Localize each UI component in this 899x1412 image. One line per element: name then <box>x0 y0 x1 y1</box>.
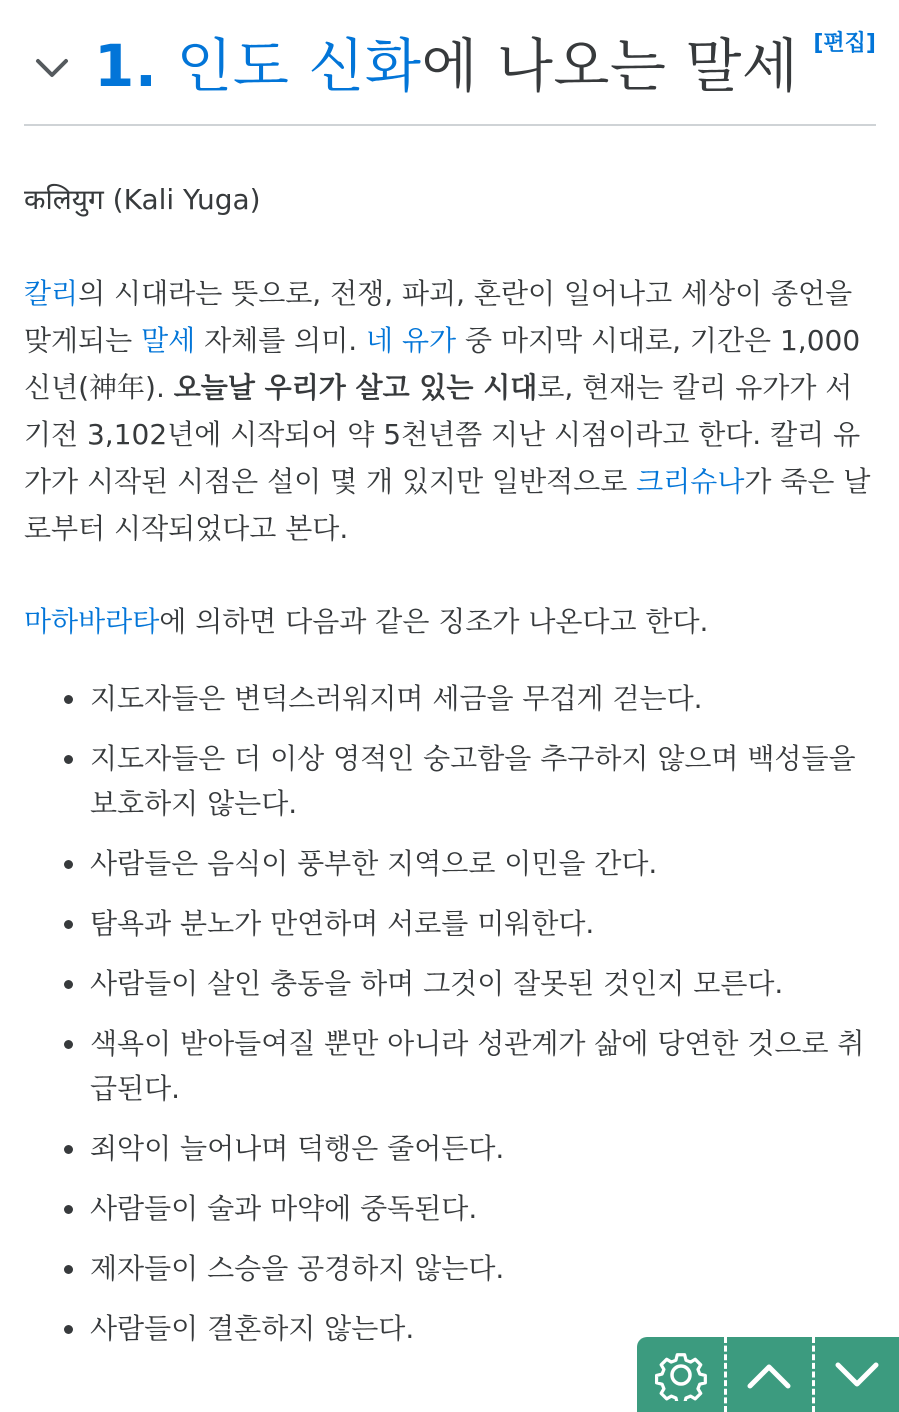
text-span: 에 의하면 다음과 같은 징조가 나온다고 한다. <box>159 605 709 638</box>
section-number: 1. <box>94 32 158 100</box>
mahabharata-link[interactable]: 마하바라타 <box>24 605 160 638</box>
floating-toolbar <box>637 1337 899 1412</box>
list-item: 사람들이 살인 충동을 하며 그것이 잘못된 것인지 모른다. <box>60 961 880 1006</box>
section-title-rest: 에 나오는 말세 <box>421 32 799 100</box>
settings-button[interactable] <box>637 1337 724 1412</box>
scroll-up-button[interactable] <box>724 1337 811 1412</box>
list-item: 사람들은 음식이 풍부한 지역으로 이민을 간다. <box>60 841 880 886</box>
list-item: 지도자들은 더 이상 영적인 숭고함을 추구하지 않으며 백성들을 보호하지 않는다. <box>60 736 880 826</box>
text-span: 중 마지막 시대로, 기간은 1,000신년(神年). <box>24 324 861 404</box>
malse-link[interactable]: 말세 <box>141 324 196 357</box>
edit-link[interactable]: [편집] <box>813 31 876 56</box>
chevron-down-icon[interactable] <box>32 48 72 88</box>
list-item: 제자들이 스승을 공경하지 않는다. <box>60 1246 880 1291</box>
scroll-down-button[interactable] <box>812 1337 899 1412</box>
krishna-link[interactable]: 크리슈나 <box>636 465 745 498</box>
list-item: 지도자들은 변덕스러워지며 세금을 무겁게 걷는다. <box>60 676 880 721</box>
omens-list <box>60 676 880 1366</box>
chevron-down-icon <box>834 1360 880 1390</box>
section-title <box>94 26 798 106</box>
list-item: 죄악이 늘어나며 덕행은 줄어든다. <box>60 1126 880 1171</box>
four-yugas-link[interactable]: 네 유가 <box>366 324 457 357</box>
mahabharata-intro <box>24 598 874 645</box>
section-heading <box>24 18 876 126</box>
list-item: 사람들이 술과 마약에 중독된다. <box>60 1186 880 1231</box>
list-item: 색욕이 받아들여질 뿐만 아니라 성관계가 삶에 당연한 것으로 취급된다. <box>60 1021 880 1111</box>
text-span: 의 시대라는 뜻으로, 전쟁, 파괴, 혼란이 일어나고 세상이 종언을 맞게되는 <box>24 277 853 357</box>
kali-yuga-description <box>24 270 874 552</box>
text-span: 로, 현재는 칼리 유가가 서기전 3,102년에 시작되어 약 5천년쯤 지난 시점이라고 한다. 칼리 유가가 시작된 시점은 설이 몇 개 있지만 일반적으로 <box>24 371 861 498</box>
list-item: 사람들이 결혼하지 않는다. <box>60 1306 880 1351</box>
text-span: 자체를 의미. <box>195 324 367 357</box>
indian-mythology-link[interactable]: 인도 신화 <box>176 32 422 100</box>
gear-icon <box>655 1349 707 1401</box>
chevron-up-icon <box>746 1360 792 1390</box>
kali-link[interactable]: 칼리 <box>24 277 79 310</box>
kali-yuga-term: कलियुग (Kali Yuga) <box>24 183 261 216</box>
list-item: 탐욕과 분노가 만연하며 서로를 미워한다. <box>60 901 880 946</box>
text-span: 가 죽은 날로부터 시작되었다고 본다. <box>24 465 871 545</box>
bold-text: 오늘날 우리가 살고 있는 시대 <box>173 371 538 404</box>
